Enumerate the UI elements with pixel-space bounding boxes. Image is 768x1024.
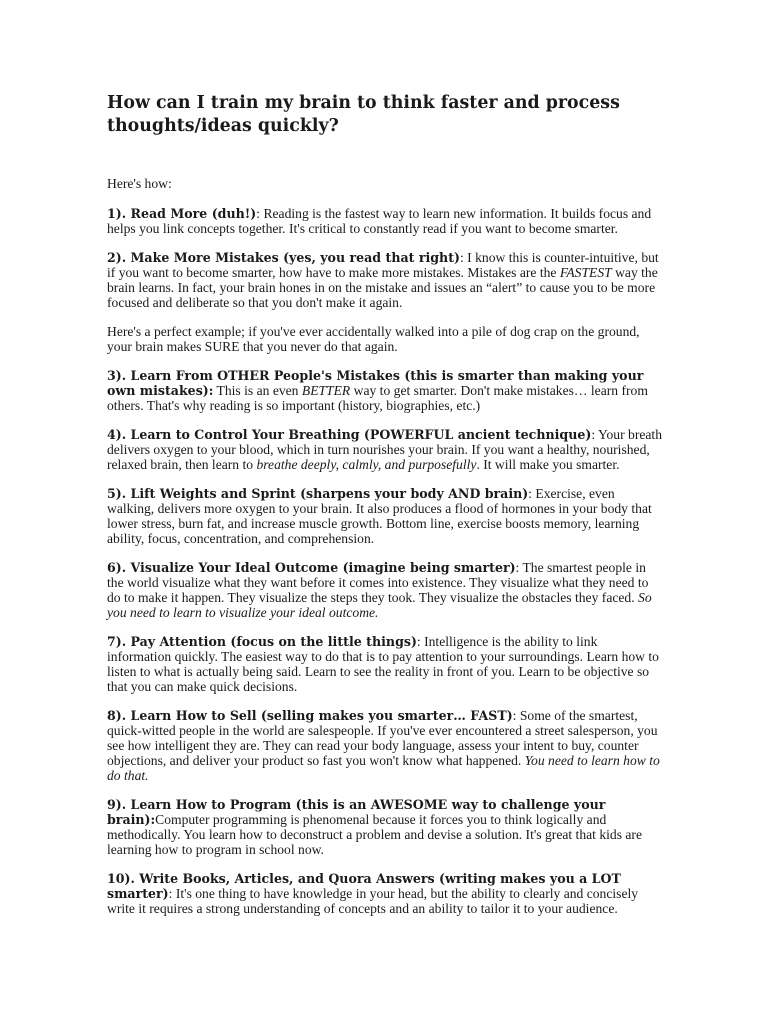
body-text: way to get smarter. Don't make mistakes… learn from others. That's why reading is so important (history, biographies, etc.): [107, 383, 648, 413]
tip-paragraph: [107, 634, 662, 694]
example-paragraph: [107, 324, 662, 354]
tip-paragraph: [107, 206, 662, 236]
body-text: : I know this is counter-intuitive, but if you want to become smarter, how have to make more mistakes. Mistakes are the: [107, 250, 659, 280]
tip-paragraph: [107, 250, 662, 310]
tip-heading: 10). Write Books, Articles, and Quora Answers (writing makes you a LOT smarter): [107, 871, 621, 901]
tip-paragraph: [107, 708, 662, 783]
body-text: Computer programming is phenomenal because it forces you to think logically and methodically. You learn how to deconstruct a problem and devise a solution. It's great that kids are learning how to program in school now.: [107, 812, 642, 857]
body-text: : It's one thing to have knowledge in your head, but the ability to clearly and concisely write it requires a strong understanding of concepts and an ability to tailor it to your audience.: [107, 886, 639, 916]
page-title: How can I train my brain to think faster and process thoughts/ideas quickly?: [107, 93, 620, 136]
body-text: . It will make you smarter.: [476, 457, 620, 472]
tip-paragraph: [107, 486, 662, 546]
body-text: : Intelligence is the ability to link information quickly. The easiest way to do that is to pay attention to your surroundings. Learn how to listen to what is actually being said. Learn to see the reality in front of you. Learn to be objective so that you can make quick decisions.: [107, 634, 659, 694]
tip-heading: 8). Learn How to Sell (selling makes you smarter… FAST): [107, 708, 513, 723]
body-text: : Your breath delivers oxygen to your blood, which in turn nourishes your brain. If you want a healthy, nourished, relaxed brain, then learn to: [107, 427, 662, 472]
body-text: This is an even: [213, 383, 302, 398]
tip-heading: 7). Pay Attention (focus on the little things): [107, 634, 417, 649]
tip-paragraph: [107, 871, 662, 916]
emphasis-text: breathe deeply, calmly, and purposefully: [256, 457, 477, 472]
document-page: [107, 92, 662, 930]
tip-heading: 1). Read More (duh!): [107, 206, 257, 221]
intro-text: Here's how:: [107, 176, 172, 191]
tips-list: [107, 206, 662, 916]
tip-paragraph: [107, 368, 662, 413]
body-text: way the brain learns. In fact, your brain hones in on the mistake and issues an “alert” to cause you to be more focused and deliberate so that you don't make it again.: [107, 265, 658, 310]
tip-heading: 6). Visualize Your Ideal Outcome (imagine being smarter): [107, 560, 516, 575]
body-text: : Exercise, even walking, delivers more oxygen to your brain. It also produces a flood of hormones in your body that lower stress, burn fat, and increase muscle growth. Bottom line, exercise boosts memory, learning ability, focus, concentration, and comprehension.: [107, 486, 652, 546]
body-text: : Some of the smartest, quick-witted people in the world are salespeople. If you've ever encountered a street salesperson, you see how intelligent they are. They can read your body language, assess your intent to buy, counter objections, and deliver your product so fast you won't know what happened.: [107, 708, 658, 768]
body-text: : The smartest people in the world visualize what they want before it comes into existence. They visualize what they need to do to make it happen. They visualize the steps they took. They visualize the obstacles they faced.: [107, 560, 649, 605]
tip-heading: 4). Learn to Control Your Breathing (POWERFUL ancient technique): [107, 427, 592, 442]
tip-paragraph: [107, 427, 662, 472]
emphasis-text: So you need to learn to visualize your ideal outcome.: [107, 590, 652, 620]
emphasis-text: You need to learn how to do that.: [107, 753, 660, 783]
emphasis-text: BETTER: [301, 383, 351, 398]
tip-heading: 9). Learn How to Program (this is an AWESOME way to challenge your brain):: [107, 797, 606, 827]
body-text: Here's a perfect example; if you've ever accidentally walked into a pile of dog crap on the ground, your brain makes SURE that you never do that again.: [107, 324, 640, 354]
tip-heading: 3). Learn From OTHER People's Mistakes (this is smarter than making your own mistakes):: [107, 368, 644, 398]
tip-heading: 2). Make More Mistakes (yes, you read that right): [107, 250, 460, 265]
tip-paragraph: [107, 560, 662, 620]
tip-paragraph: [107, 797, 662, 857]
tip-heading: 5). Lift Weights and Sprint (sharpens your body AND brain): [107, 486, 529, 501]
emphasis-text: FASTEST: [559, 265, 612, 280]
body-text: : Reading is the fastest way to learn new information. It builds focus and helps you link concepts together. It's critical to constantly read if you want to become smarter.: [107, 206, 652, 236]
